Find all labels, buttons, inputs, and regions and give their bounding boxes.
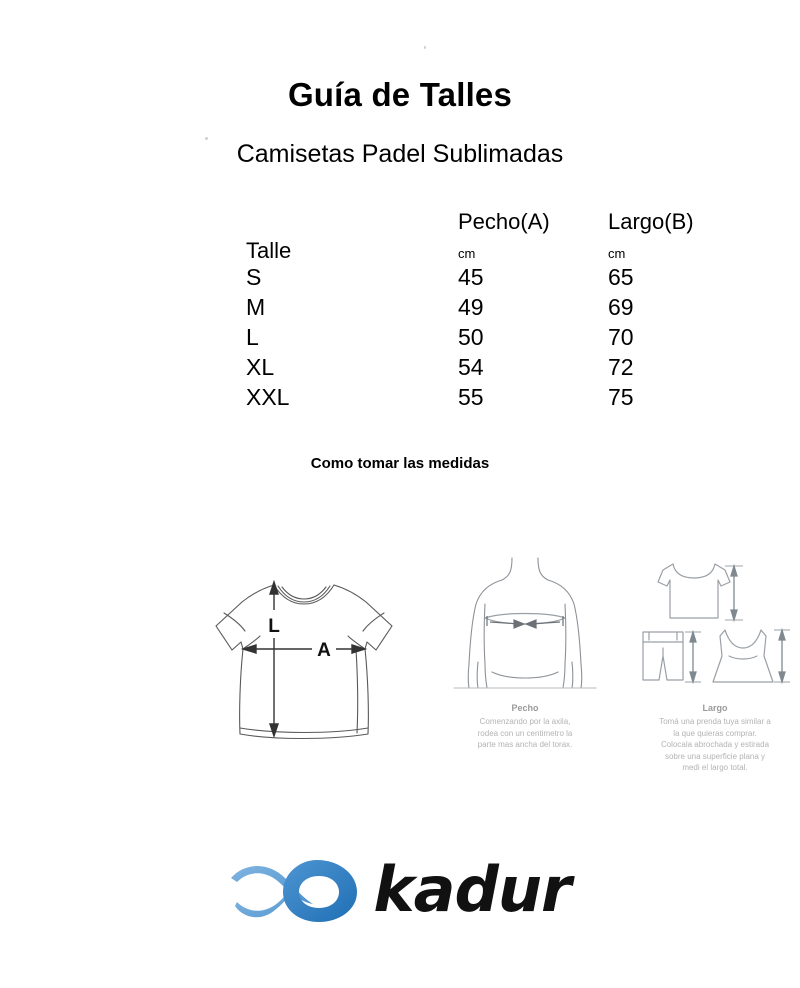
chest-caption-line-3: parte mas ancha del torax.	[477, 740, 573, 749]
tshirt-length-icon	[658, 564, 730, 618]
table-header-row	[246, 208, 716, 240]
length-caption-line-2: la que quieras comprar.	[673, 728, 757, 738]
infinity-right-loop	[283, 860, 357, 922]
size-table-container	[246, 208, 716, 412]
brand-name: kadur	[373, 853, 571, 926]
length-caption-line-4: sobre una superficie plana y	[664, 751, 766, 761]
table-row	[246, 292, 716, 322]
cell-chest: 54	[458, 354, 484, 380]
header-cell-size-spacer	[246, 208, 458, 240]
header-cell-chest: Pecho(A)	[458, 209, 550, 234]
chest-caption-line-2: rodea con un centimetro la	[477, 728, 573, 738]
cell-size: S	[246, 264, 262, 290]
chest-caption-body	[440, 716, 610, 751]
page-subtitle: Camisetas Padel Sublimadas	[236, 140, 564, 168]
chest-diagram-panel	[440, 552, 610, 751]
shirt-chest-label: A	[317, 640, 331, 661]
cell-length: 70	[608, 324, 634, 350]
garment-length-icons	[625, 552, 800, 692]
length-caption-body	[625, 716, 800, 774]
torso-chest-icon	[440, 552, 610, 692]
cell-size: L	[246, 324, 259, 350]
cell-length: 65	[608, 264, 634, 290]
header-cell-length: Largo(B)	[608, 209, 694, 234]
how-to-measure-heading: Como tomar las medidas	[310, 455, 490, 472]
length-diagram-panel	[625, 552, 800, 774]
cell-size: XXL	[246, 384, 290, 410]
cell-chest: 45	[458, 264, 484, 290]
cell-size: M	[246, 294, 266, 320]
table-row	[246, 382, 716, 412]
cell-chest: 49	[458, 294, 484, 320]
size-table	[246, 208, 716, 412]
header-cell-size: Talle	[246, 238, 292, 263]
cell-length: 72	[608, 354, 634, 380]
table-row	[246, 352, 716, 382]
unit-cell-chest: cm	[458, 246, 476, 261]
length-caption-title: Largo	[702, 703, 728, 713]
cell-length: 75	[608, 384, 634, 410]
length-caption-line-1: Tomá una prenda tuya similar a	[659, 717, 771, 726]
table-row	[246, 322, 716, 352]
brand-logo	[0, 845, 800, 935]
length-caption-line-3: Colocala abrochada y estirada	[660, 740, 770, 749]
dress-length-icon	[713, 630, 773, 682]
pants-length-icon	[643, 632, 683, 680]
cell-chest: 50	[458, 324, 484, 350]
page-title: Guía de Talles	[287, 76, 513, 113]
shirt-length-label: L	[268, 616, 280, 637]
table-unit-row	[246, 240, 716, 262]
chest-caption-title: Pecho	[511, 703, 539, 713]
scan-speck	[424, 46, 426, 49]
cell-length: 69	[608, 294, 634, 320]
chest-caption-line-1: Comenzando por la axila,	[479, 717, 571, 726]
shirt-diagram-panel	[196, 552, 416, 772]
length-caption-line-5: medi el largo total.	[682, 763, 748, 772]
infinity-logo-icon	[229, 852, 359, 928]
table-row	[246, 262, 716, 292]
unit-cell-length: cm	[608, 246, 626, 261]
cell-chest: 55	[458, 384, 484, 410]
cell-size: XL	[246, 354, 275, 380]
tshirt-measure-icon	[196, 552, 416, 767]
illustrations-row	[0, 552, 800, 802]
